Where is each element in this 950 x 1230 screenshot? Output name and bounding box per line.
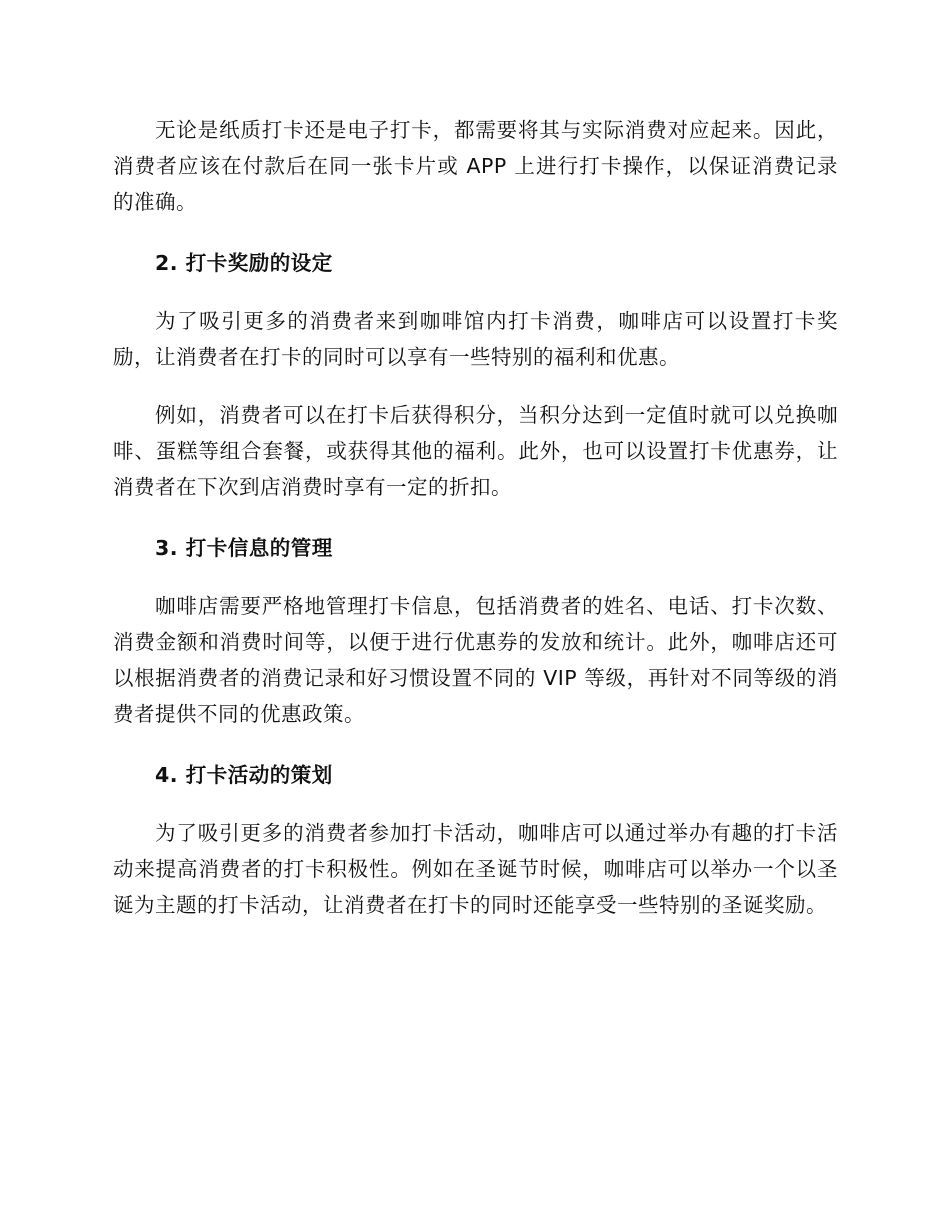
paragraph-rewards-example: 例如，消费者可以在打卡后获得积分，当积分达到一定值时就可以兑换咖啡、蛋糕等组合套餐，或获得其他的福利。此外，也可以设置打卡优惠券，让消费者在下次到店消费时享有一定的折扣。 — [113, 403, 838, 499]
paragraph-rewards-intro: 为了吸引更多的消费者来到咖啡馆内打卡消费，咖啡店可以设置打卡奖励，让消费者在打卡的同时可以享有一些特别的福利和优惠。 — [113, 309, 838, 369]
section-heading-info-management: 3. 打卡信息的管理 — [155, 536, 333, 560]
paragraph-activity-planning: 为了吸引更多的消费者参加打卡活动，咖啡店可以通过举办有趣的打卡活动来提高消费者的打卡积极性。例如在圣诞节时候，咖啡店可以举办一个以圣诞为主题的打卡活动，让消费者在打卡的同时还能享受一些特别的圣诞奖励。 — [113, 821, 838, 917]
section-heading-rewards: 2. 打卡奖励的设定 — [155, 251, 333, 275]
paragraph-matching-consumption: 无论是纸质打卡还是电子打卡，都需要将其与实际消费对应起来。因此，消费者应该在付款后在同一张卡片或 APP 上进行打卡操作，以保证消费记录的准确。 — [113, 118, 838, 214]
document-page — [113, 112, 838, 923]
paragraph-info-management: 咖啡店需要严格地管理打卡信息，包括消费者的姓名、电话、打卡次数、消费金额和消费时间等，以便于进行优惠券的发放和统计。此外，咖啡店还可以根据消费者的消费记录和好习惯设置不同的 VIP 等级，再针对不同等级的消费者提供不同的优惠政策。 — [113, 594, 838, 726]
section-heading-activity-planning: 4. 打卡活动的策划 — [155, 763, 333, 787]
